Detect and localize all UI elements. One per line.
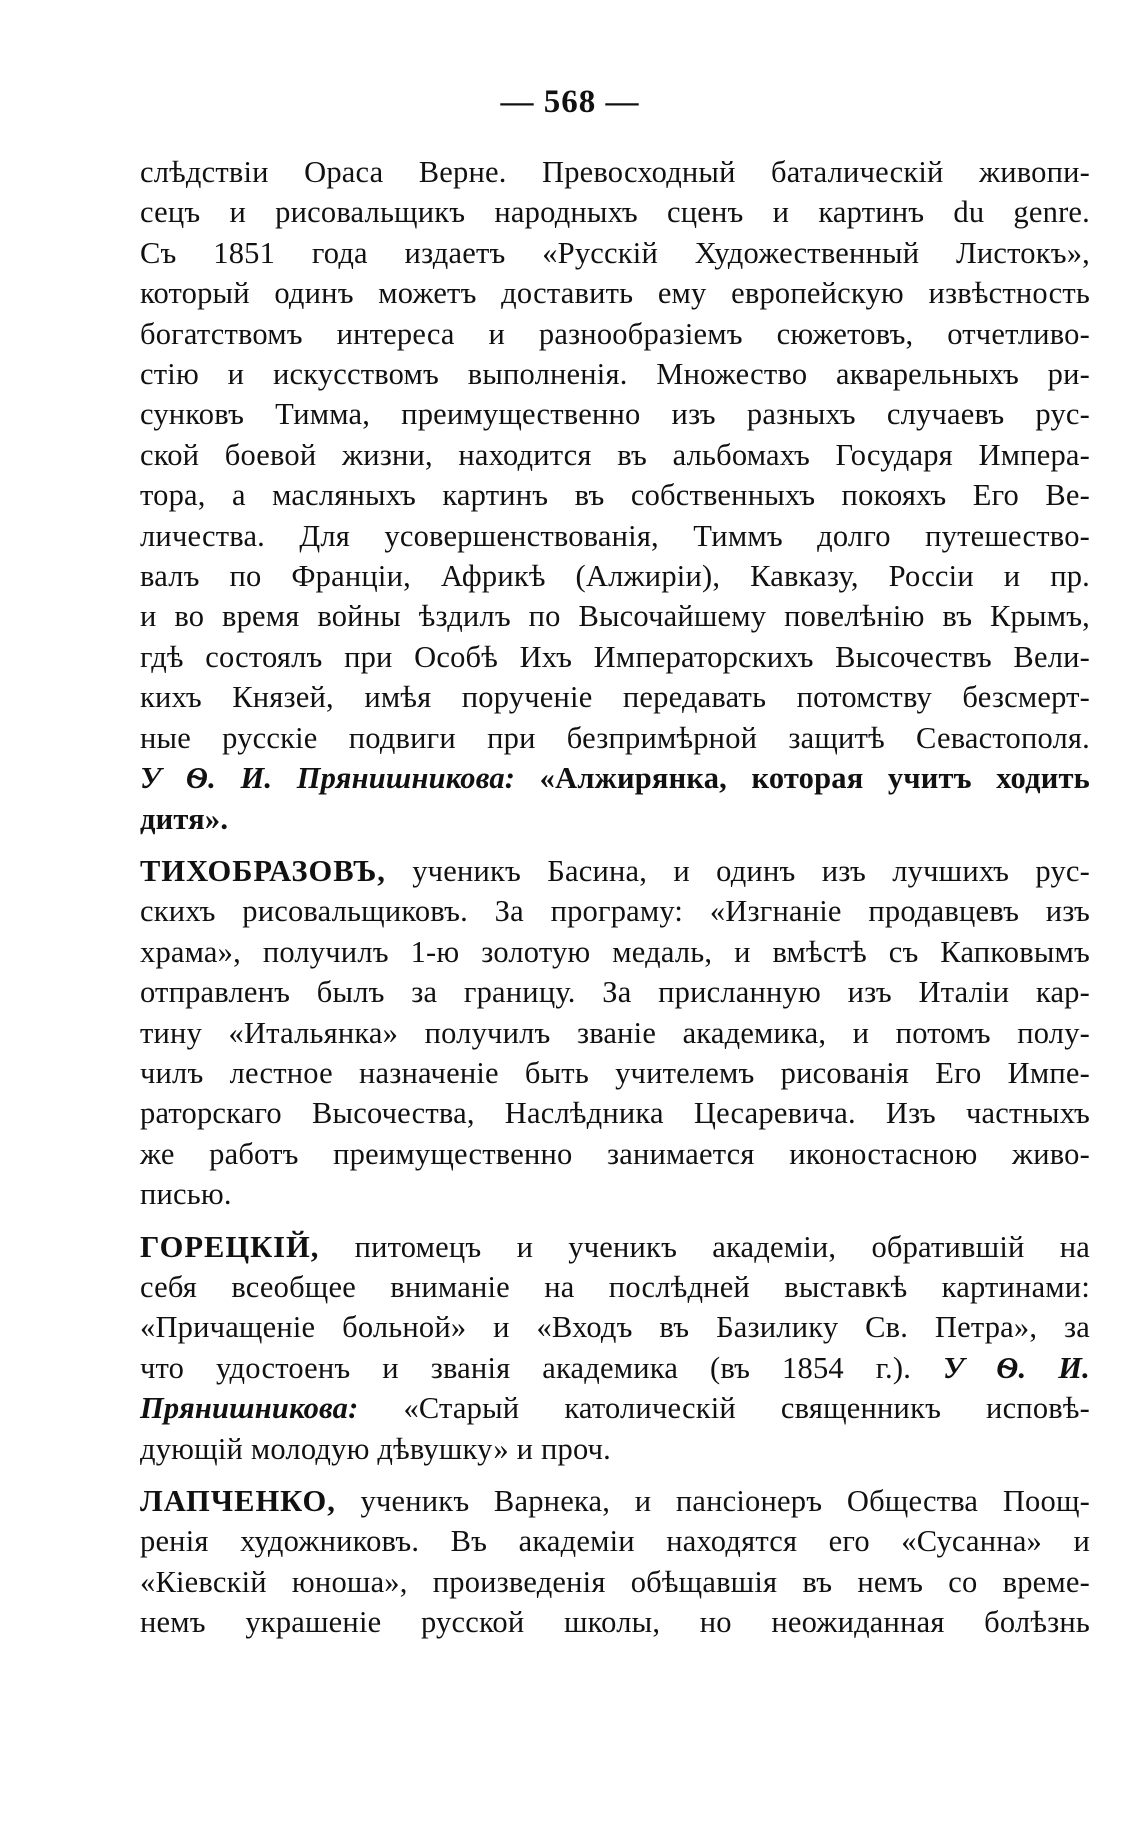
text-line: скихъ рисовальщиковъ. За програму: «Изгнаніе продавцевъ изъ (140, 894, 1090, 929)
collection-owner: У Ѳ. И. Прянишникова: (140, 761, 516, 796)
text-line: личества. Для усовершенствованія, Тиммъ долго путешество- (140, 518, 1090, 553)
text-line: богатствомъ интереса и разнообразіемъ сюжетовъ, отчетливо- (140, 316, 1090, 351)
text-line: чилъ лестное назначеніе быть учителемъ рисованія Его Импе- (140, 1055, 1090, 1090)
text-line: сецъ и рисовальщикъ народныхъ сценъ и картинъ du genre. (140, 195, 1090, 230)
page-body (140, 152, 1090, 1643)
text-line (140, 1481, 1090, 1521)
text-line: же работъ преимущественно занимается иконостасною живо- (140, 1136, 1090, 1171)
entry-text: «Старый католическій священникъ испо (358, 1391, 1049, 1426)
text-line: «Причащеніе больной» и «Входъ въ Базилику Св. Петра», за (140, 1310, 1090, 1345)
paragraph-gap (140, 839, 1090, 851)
text-line: и во время войны ѣздилъ по Высочайшему повелѣнію въ Крымъ, (140, 599, 1090, 634)
text-line: немъ украшеніе русской школы, но неожиданная болѣзнь (140, 1605, 1090, 1640)
paragraph-gap (140, 1215, 1090, 1227)
text-line (140, 799, 1090, 839)
text-line (140, 1348, 1090, 1388)
text-line: раторскаго Высочества, Наслѣдника Цесаревича. Изъ частныхъ (140, 1096, 1090, 1131)
text-line: дующій молодую дѣвушку» и проч. (140, 1431, 611, 1466)
entry-goretsky (140, 1227, 1090, 1469)
text-line: себя всеобщее вниманіе на послѣдней выставкѣ картинами: (140, 1269, 1090, 1304)
text-line (140, 1227, 1090, 1267)
text-line: ренія художниковъ. Въ академіи находятся его «Сусанна» и (140, 1524, 1090, 1559)
artist-name: ЛАПЧЕНКО, (140, 1484, 336, 1518)
text-line: кихъ Князей, имѣя порученіе передавать потомству безсмерт- (140, 680, 1090, 715)
text-line: валъ по Франціи, Африкѣ (Алжиріи), Кавказу, Россіи и пр. (140, 559, 1090, 594)
text-line (140, 1388, 1090, 1428)
text-line: писью. (140, 1177, 232, 1212)
text-line: отправленъ былъ за границу. За присланную изъ Италіи кар- (140, 975, 1090, 1010)
entry-text: вѣ- (1048, 1391, 1090, 1426)
text-line: который одинъ можетъ доставить ему европейскую извѣстность (140, 276, 1090, 311)
entry-text: питомецъ и ученикъ академіи, обратившій на (319, 1229, 1090, 1264)
artist-name: ТИХОБРАЗОВЪ, (140, 853, 386, 888)
text-line: слѣдствіи Ораса Верне. Превосходный баталическій живопи- (140, 155, 1090, 189)
text-line (140, 851, 1090, 891)
text-line: ской боевой жизни, находится въ альбомахъ Государя Импера- (140, 437, 1090, 472)
collection-owner: У Ѳ. И. (942, 1350, 1090, 1385)
collection-owner: Прянишникова: (140, 1391, 359, 1426)
artwork-title: «Алжирянка, которая учитъ ходить (539, 761, 1090, 796)
text-line: тора, а масляныхъ картинъ въ собственныхъ покояхъ Его Ве- (140, 478, 1090, 513)
entry-text: ученикъ Варнека, и пансіонеръ Общества Поощ- (335, 1484, 1090, 1518)
text-line: ные русскіе подвиги при безпримѣрной защитѣ Севастополя. (140, 720, 1090, 755)
text-line (140, 758, 1090, 798)
artwork-title: дитя». (140, 801, 229, 836)
entry-text: что удостоенъ и званія академика (въ 1854 г.). (140, 1350, 943, 1385)
page-number: — 568 — (500, 84, 640, 120)
text-line: Съ 1851 года издаетъ «Русскій Художественный Листокъ», (140, 235, 1090, 270)
text-line: тину «Итальянка» получилъ званіе академика, и потомъ полу- (140, 1015, 1090, 1050)
text-line: храма», получилъ 1-ю золотую медаль, и вмѣстѣ съ Капковымъ (140, 934, 1090, 969)
entry-lapchenko (140, 1481, 1090, 1643)
text-line: гдѣ состоялъ при Особѣ Ихъ Императорскихъ Высочествъ Вели- (140, 639, 1090, 674)
entry-timm-continuation (140, 152, 1090, 839)
text-line: стію и искусствомъ выполненія. Множество акварельныхъ ри- (140, 357, 1090, 392)
entry-tikhobrazov (140, 851, 1090, 1215)
text-line: «Кіевскій юноша», произведенія обѣщавшія въ немъ со време- (140, 1564, 1090, 1599)
paragraph-gap (140, 1469, 1090, 1481)
text-line: сунковъ Тимма, преимущественно изъ разныхъ случаевъ рус- (140, 397, 1090, 432)
entry-text: ученикъ Басина, и одинъ изъ лучшихъ рус- (385, 853, 1090, 888)
artist-name: ГОРЕЦКІЙ, (140, 1229, 320, 1264)
